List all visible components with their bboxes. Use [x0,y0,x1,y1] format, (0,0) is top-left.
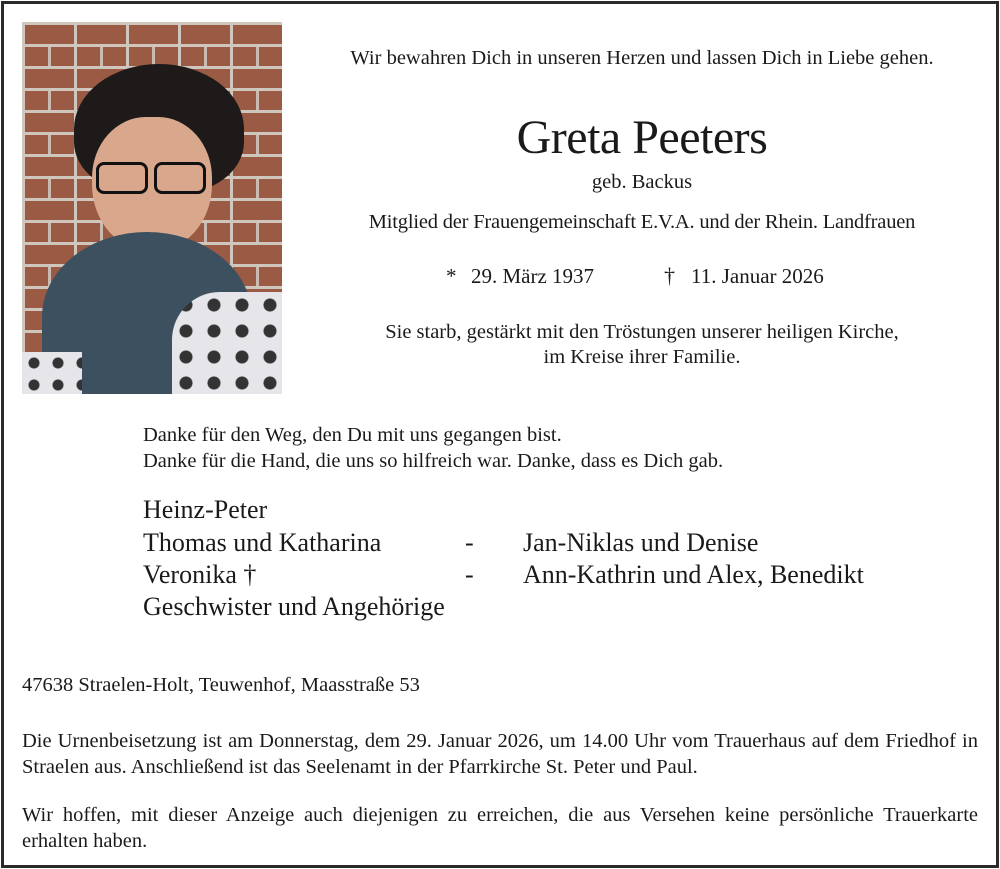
funeral-info: Die Urnenbeisetzung ist am Donnerstag, dem 29. Januar 2026, um 14.00 Uhr vom Trauerhaus auf dem Friedhof in Straelen aus. Anschließend ist das Seelenamt in der Pfarrkirche St. Peter und Paul. [22,730,978,778]
family-member: Ann-Kathrin und Alex, Benedikt [523,560,864,589]
birth-date: 29. März 1937 [471,264,595,288]
closing-note: Wir hoffen, mit dieser Anzeige auch diejenigen zu erreichen, die aus Versehen keine persönliche Trauerkarte erhalten haben. [22,804,978,852]
portrait-photo [22,22,282,394]
family-member: Veronika † [143,560,257,589]
birth-symbol: * [446,264,457,288]
death-note-line: Sie starb, gestärkt mit den Tröstungen unserer heiligen Kirche, [385,321,899,343]
family-separator: - [465,528,474,557]
death-note-line: im Kreise ihrer Familie. [543,346,741,368]
motto: Wir bewahren Dich in unseren Herzen und lassen Dich in Liebe gehen. [350,47,934,69]
cross-icon: † [664,263,675,288]
family-member: Jan-Niklas und Denise [523,528,759,557]
thanks-line: Danke für den Weg, den Du mit uns gegangen bist. [143,424,562,446]
membership: Mitglied der Frauengemeinschaft E.V.A. und der Rhein. Landfrauen [368,211,916,233]
family-member: Heinz-Peter [143,495,268,524]
birth-name: geb. Backus [591,171,693,193]
deceased-name: Greta Peeters [516,111,768,164]
address: 47638 Straelen-Holt, Teuwenhof, Maasstraße 53 [22,674,420,696]
death-date: 11. Januar 2026 [691,264,824,288]
thanks-line: Danke für die Hand, die uns so hilfreich war. Danke, dass es Dich gab. [143,450,724,472]
family-separator: - [465,560,474,589]
family-member: Geschwister und Angehörige [143,592,445,621]
family-member: Thomas und Katharina [143,528,382,557]
glasses [96,162,206,192]
